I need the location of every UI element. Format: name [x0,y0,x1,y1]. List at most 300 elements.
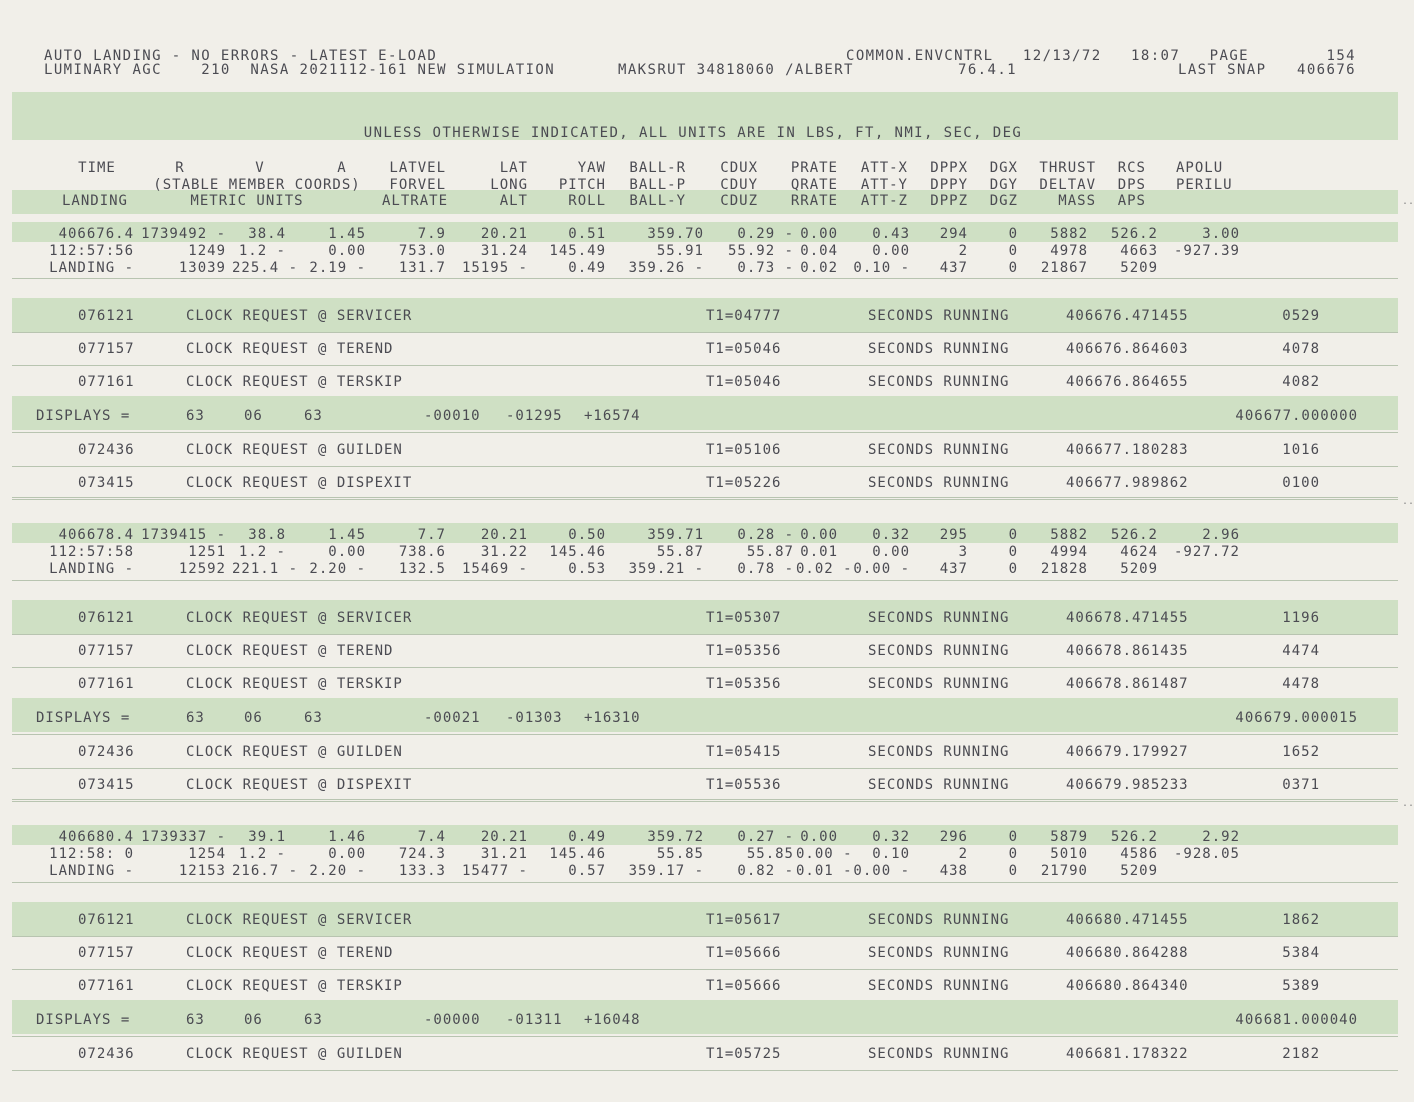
telemetry-cell: 1739415 - [141,527,226,543]
clock-status: SECONDS RUNNING [868,643,1010,659]
telemetry-cell: 0.28 - [737,527,794,543]
displays-b: 06 [244,408,263,424]
clock-code: 1862 [1282,912,1320,928]
clock-t1: T1=05226 [706,475,782,491]
telemetry-cell: 0.10 - [853,260,910,276]
telemetry-cell: 1739337 - [141,829,226,845]
telemetry-cell: 0.00 [800,829,838,845]
telemetry-cell: 38.4 [248,226,286,242]
perforation-rule [12,801,1398,802]
telemetry-cell: LANDING - [49,561,134,577]
perforation-rule [12,1036,1398,1037]
telemetry-cell: 0.49 [568,260,606,276]
clock-t1: T1=05356 [706,676,782,692]
clock-status: SECONDS RUNNING [868,374,1010,390]
displays-b: 06 [244,1012,263,1028]
clock-time: 406676.864603 [1066,341,1189,357]
column-header: THRUST [1039,160,1096,176]
telemetry-cell: 0.43 [872,226,910,242]
telemetry-cell: 3 [958,544,968,560]
column-header: PERILU [1176,177,1233,193]
telemetry-cell: 359.17 - [628,863,704,879]
clock-status: SECONDS RUNNING [868,777,1010,793]
displays-e: -01303 [506,710,563,726]
telemetry-cell: 2.20 - [309,561,366,577]
clock-time: 406677.180283 [1066,442,1189,458]
perforation-rule [12,365,1398,366]
clock-status: SECONDS RUNNING [868,610,1010,626]
telemetry-cell: -928.05 [1173,846,1240,862]
perforation-rule [12,332,1398,333]
report-title: AUTO LANDING - NO ERRORS - LATEST E-LOAD [44,48,438,64]
column-header: YAW [577,160,606,176]
clock-code: 2182 [1282,1046,1320,1062]
telemetry-cell: 0.00 [328,243,366,259]
last-snap-value: 406676 [1297,62,1356,78]
column-header: RCS [1117,160,1146,176]
column-header: A [337,160,347,176]
telemetry-cell: 406680.4 [58,829,134,845]
clock-req: CLOCK REQUEST @ GUILDEN [186,744,403,760]
telemetry-cell: 0.10 [872,846,910,862]
clock-code: 1652 [1282,744,1320,760]
clock-time: 406678.861435 [1066,643,1189,659]
clock-status: SECONDS RUNNING [868,744,1010,760]
telemetry-cell: 0.01 - [796,863,853,879]
telemetry-cell: 55.87 [746,544,794,560]
telemetry-cell: 1739492 - [141,226,226,242]
displays-a: 63 [186,1012,205,1028]
telemetry-cell: 0 [1008,561,1018,577]
clock-addr: 077157 [78,945,135,961]
telemetry-cell: 0.00 - [796,846,853,862]
telemetry-cell: 4994 [1050,544,1088,560]
column-header: LAT [499,160,528,176]
page-number: 154 [1326,48,1356,64]
column-header: DGZ [989,193,1018,209]
telemetry-cell: 55.85 [656,846,704,862]
column-header: DPPY [930,177,968,193]
telemetry-cell: 437 [939,260,968,276]
perforation-rule [12,667,1398,668]
telemetry-cell: 216.7 - [232,863,299,879]
clock-t1: T1=05106 [706,442,782,458]
telemetry-cell: 0.00 [328,846,366,862]
telemetry-cell: 1.46 [328,829,366,845]
telemetry-cell: 133.3 [398,863,446,879]
telemetry-cell: 724.3 [398,846,446,862]
clock-t1: T1=05046 [706,341,782,357]
telemetry-cell: 225.4 - [232,260,299,276]
telemetry-cell: 5209 [1120,561,1158,577]
paper-band [12,396,1398,430]
clock-t1: T1=05356 [706,643,782,659]
telemetry-cell: 0.73 - [737,260,794,276]
telemetry-cell: 295 [939,527,968,543]
telemetry-cell: 1.45 [328,226,366,242]
clock-addr: 076121 [78,308,135,324]
telemetry-cell: 2.96 [1202,527,1240,543]
telemetry-cell: 21867 [1040,260,1088,276]
clock-req: CLOCK REQUEST @ GUILDEN [186,442,403,458]
telemetry-cell: 0.00 - [853,561,910,577]
tractor-feed-mark: .. [1402,496,1414,507]
column-header: DPPZ [930,193,968,209]
displays-c: 63 [304,408,323,424]
clock-req: CLOCK REQUEST @ TEREND [186,643,394,659]
telemetry-cell: 0 [1008,527,1018,543]
clock-time: 406679.985233 [1066,777,1189,793]
clock-code: 4078 [1282,341,1320,357]
telemetry-cell: 5209 [1120,863,1158,879]
perforation-rule [12,499,1398,500]
telemetry-cell: 221.1 - [232,561,299,577]
column-header: DPPX [930,160,968,176]
column-header: LATVEL [389,160,446,176]
telemetry-cell: 7.9 [417,226,446,242]
telemetry-cell: 1249 [188,243,226,259]
perforation-rule [12,278,1398,279]
telemetry-cell: LANDING - [49,260,134,276]
clock-addr: 073415 [78,777,135,793]
clock-addr: 077161 [78,978,135,994]
clock-time: 406680.864340 [1066,978,1189,994]
column-header: APS [1117,193,1146,209]
telemetry-cell: 15469 - [461,561,528,577]
perforation-rule [12,466,1398,467]
telemetry-cell: 4663 [1120,243,1158,259]
telemetry-cell: 0 [1008,243,1018,259]
clock-status: SECONDS RUNNING [868,442,1010,458]
telemetry-cell: 359.71 [647,527,704,543]
column-header: PRATE [790,160,838,176]
clock-time: 406676.864655 [1066,374,1189,390]
telemetry-cell: 38.8 [248,527,286,543]
clock-code: 4474 [1282,643,1320,659]
telemetry-cell: 0.00 [328,544,366,560]
clock-addr: 072436 [78,442,135,458]
column-header: QRATE [790,177,838,193]
telemetry-cell: 145.49 [549,243,606,259]
displays-label: DISPLAYS = [36,710,131,726]
column-header: RRATE [790,193,838,209]
displays-e: -01311 [506,1012,563,1028]
telemetry-cell: 0.49 [568,829,606,845]
telemetry-cell: 0.57 [568,863,606,879]
telemetry-cell: 0.00 [800,226,838,242]
telemetry-cell: 0 [1008,846,1018,862]
column-header: ROLL [568,193,606,209]
telemetry-cell: 20.21 [480,226,528,242]
revision: 76.4.1 [958,62,1017,78]
column-header: APOLU [1176,160,1224,176]
displays-d: -00021 [424,710,481,726]
column-header: ATT-Y [860,177,908,193]
column-header: BALL-P [629,177,686,193]
telemetry-cell: 31.24 [480,243,528,259]
telemetry-cell: 112:57:58 [49,544,134,560]
displays-time: 406679.000015 [1235,710,1358,726]
clock-code: 1196 [1282,610,1320,626]
clock-time: 406678.471455 [1066,610,1189,626]
telemetry-cell: 437 [939,561,968,577]
telemetry-cell: 145.46 [549,846,606,862]
telemetry-cell: 0 [1008,863,1018,879]
telemetry-cell: 12592 [178,561,226,577]
clock-t1: T1=05617 [706,912,782,928]
clock-t1: T1=05536 [706,777,782,793]
column-header: PITCH [558,177,606,193]
telemetry-cell: 359.26 - [628,260,704,276]
telemetry-cell: 2 [958,243,968,259]
column-header: DGY [989,177,1018,193]
telemetry-cell: 2.20 - [309,863,366,879]
telemetry-cell: 1.45 [328,527,366,543]
perforation-rule [12,580,1398,581]
telemetry-cell: 55.85 [746,846,794,862]
telemetry-cell: 0 [1008,226,1018,242]
telemetry-cell: 1.2 - [238,846,286,862]
clock-status: SECONDS RUNNING [868,308,1010,324]
telemetry-cell: 31.22 [480,544,528,560]
telemetry-cell: 112:58: 0 [49,846,134,862]
clock-t1: T1=05307 [706,610,782,626]
displays-d: -00010 [424,408,481,424]
column-header: LONG [490,177,528,193]
displays-f: +16310 [584,710,641,726]
tractor-feed-mark: .. [1402,798,1414,809]
perforation-rule [12,882,1398,883]
displays-a: 63 [186,408,205,424]
displays-e: -01295 [506,408,563,424]
telemetry-cell: 20.21 [480,527,528,543]
telemetry-cell: 5010 [1050,846,1088,862]
clock-status: SECONDS RUNNING [868,912,1010,928]
clock-req: CLOCK REQUEST @ TEREND [186,341,394,357]
telemetry-cell: 0.78 - [737,561,794,577]
telemetry-cell: 4586 [1120,846,1158,862]
telemetry-cell: 132.5 [398,561,446,577]
telemetry-cell: 359.72 [647,829,704,845]
perforation-rule [12,799,1398,800]
perforation-rule [12,432,1398,433]
telemetry-cell: 55.91 [656,243,704,259]
perforation-rule [12,497,1398,498]
displays-label: DISPLAYS = [36,1012,131,1028]
clock-code: 4082 [1282,374,1320,390]
column-header: (STABLE MEMBER COORDS) [153,177,361,193]
telemetry-cell: 7.7 [417,527,446,543]
column-header: FORVEL [389,177,446,193]
telemetry-cell: 31.21 [480,846,528,862]
clock-status: SECONDS RUNNING [868,978,1010,994]
displays-time: 406677.000000 [1235,408,1358,424]
clock-req: CLOCK REQUEST @ TERSKIP [186,676,403,692]
column-header: LANDING [61,193,128,209]
telemetry-cell: 0 [1008,829,1018,845]
displays-a: 63 [186,710,205,726]
telemetry-cell: 2.92 [1202,829,1240,845]
clock-req: CLOCK REQUEST @ GUILDEN [186,1046,403,1062]
telemetry-cell: 55.92 - [727,243,794,259]
column-header: V [255,160,265,176]
displays-d: -00000 [424,1012,481,1028]
telemetry-cell: 0 [1008,260,1018,276]
telemetry-cell: 0.00 - [853,863,910,879]
clock-time: 406679.179927 [1066,744,1189,760]
telemetry-cell: 0.00 [872,544,910,560]
telemetry-cell: 0.32 [872,829,910,845]
clock-status: SECONDS RUNNING [868,676,1010,692]
clock-code: 5389 [1282,978,1320,994]
column-header: CDUZ [720,193,758,209]
clock-code: 0100 [1282,475,1320,491]
column-header: ALT [499,193,528,209]
telemetry-cell: 1254 [188,846,226,862]
telemetry-cell: 0.00 [800,527,838,543]
displays-time: 406681.000040 [1235,1012,1358,1028]
paper-band [12,1000,1398,1034]
telemetry-cell: 21790 [1040,863,1088,879]
telemetry-cell: 406676.4 [58,226,134,242]
clock-addr: 076121 [78,912,135,928]
telemetry-cell: 15195 - [461,260,528,276]
clock-addr: 073415 [78,475,135,491]
telemetry-cell: 2 [958,846,968,862]
column-header: MASS [1058,193,1096,209]
telemetry-cell: 0.04 [800,243,838,259]
telemetry-cell: 5882 [1050,226,1088,242]
clock-req: CLOCK REQUEST @ DISPEXIT [186,475,413,491]
telemetry-cell: 359.21 - [628,561,704,577]
telemetry-cell: 3.00 [1202,226,1240,242]
displays-c: 63 [304,710,323,726]
telemetry-cell: 0.50 [568,527,606,543]
column-header: CDUY [720,177,758,193]
clock-time: 406678.861487 [1066,676,1189,692]
column-header: BALL-R [629,160,686,176]
telemetry-cell: 4978 [1050,243,1088,259]
clock-addr: 077157 [78,341,135,357]
telemetry-cell: 112:57:56 [49,243,134,259]
clock-code: 4478 [1282,676,1320,692]
units-note: UNLESS OTHERWISE INDICATED, ALL UNITS ARE IN LBS, FT, NMI, SEC, DEG [363,125,1023,141]
telemetry-cell: 526.2 [1110,226,1158,242]
perforation-rule [12,1070,1398,1071]
telemetry-cell: 0.02 [800,260,838,276]
clock-code: 5384 [1282,945,1320,961]
telemetry-cell: 39.1 [248,829,286,845]
telemetry-cell: 5882 [1050,527,1088,543]
clock-t1: T1=05415 [706,744,782,760]
clock-req: CLOCK REQUEST @ SERVICER [186,308,413,324]
clock-code: 0371 [1282,777,1320,793]
telemetry-cell: 4624 [1120,544,1158,560]
telemetry-cell: 0.02 - [796,561,853,577]
clock-addr: 072436 [78,1046,135,1062]
column-header: METRIC UNITS [190,193,304,209]
clock-code: 1016 [1282,442,1320,458]
telemetry-cell: 2.19 - [309,260,366,276]
telemetry-cell: 20.21 [480,829,528,845]
telemetry-cell: 21828 [1040,561,1088,577]
report-subtitle: LUMINARY AGC 210 NASA 2021112-161 NEW SIMULATION [44,62,556,78]
telemetry-cell: 13039 [178,260,226,276]
telemetry-cell: 296 [939,829,968,845]
perforation-rule [12,734,1398,735]
clock-time: 406680.471455 [1066,912,1189,928]
clock-code: 0529 [1282,308,1320,324]
telemetry-cell: 0.27 - [737,829,794,845]
clock-addr: 077161 [78,676,135,692]
report-meta: COMMON.ENVCNTRL 12/13/72 18:07 PAGE [846,48,1249,64]
telemetry-cell: 15477 - [461,863,528,879]
telemetry-cell: 0.29 - [737,226,794,242]
column-header: ATT-X [860,160,908,176]
telemetry-cell: 12153 [178,863,226,879]
clock-req: CLOCK REQUEST @ SERVICER [186,912,413,928]
clock-addr: 077161 [78,374,135,390]
clock-t1: T1=04777 [706,308,782,324]
clock-addr: 072436 [78,744,135,760]
tractor-feed-mark: .. [1402,196,1414,207]
telemetry-cell: 5209 [1120,260,1158,276]
telemetry-cell: -927.72 [1173,544,1240,560]
clock-t1: T1=05666 [706,978,782,994]
displays-f: +16048 [584,1012,641,1028]
clock-req: CLOCK REQUEST @ DISPEXIT [186,777,413,793]
telemetry-cell: 0 [1008,544,1018,560]
telemetry-cell: 294 [939,226,968,242]
clock-req: CLOCK REQUEST @ SERVICER [186,610,413,626]
telemetry-cell: 55.87 [656,544,704,560]
clock-status: SECONDS RUNNING [868,945,1010,961]
telemetry-cell: 131.7 [398,260,446,276]
telemetry-cell: 0.51 [568,226,606,242]
clock-req: CLOCK REQUEST @ TEREND [186,945,394,961]
displays-b: 06 [244,710,263,726]
perforation-rule [12,936,1398,937]
displays-c: 63 [304,1012,323,1028]
telemetry-cell: LANDING - [49,863,134,879]
clock-time: 406681.178322 [1066,1046,1189,1062]
telemetry-cell: 1251 [188,544,226,560]
displays-f: +16574 [584,408,641,424]
telemetry-cell: 359.70 [647,226,704,242]
column-header: BALL-Y [629,193,686,209]
telemetry-cell: 1.2 - [238,544,286,560]
telemetry-cell: 753.0 [398,243,446,259]
telemetry-cell: -927.39 [1173,243,1240,259]
telemetry-cell: 0.32 [872,527,910,543]
column-header: DGX [989,160,1018,176]
column-header: DPS [1117,177,1146,193]
clock-status: SECONDS RUNNING [868,341,1010,357]
clock-status: SECONDS RUNNING [868,475,1010,491]
telemetry-cell: 0.53 [568,561,606,577]
clock-t1: T1=05725 [706,1046,782,1062]
clock-status: SECONDS RUNNING [868,1046,1010,1062]
clock-time: 406677.989862 [1066,475,1189,491]
telemetry-cell: 438 [939,863,968,879]
clock-req: CLOCK REQUEST @ TERSKIP [186,374,403,390]
clock-req: CLOCK REQUEST @ TERSKIP [186,978,403,994]
clock-addr: 076121 [78,610,135,626]
column-header: DELTAV [1039,177,1096,193]
perforation-rule [12,634,1398,635]
telemetry-cell: 406678.4 [58,527,134,543]
telemetry-cell: 5879 [1050,829,1088,845]
